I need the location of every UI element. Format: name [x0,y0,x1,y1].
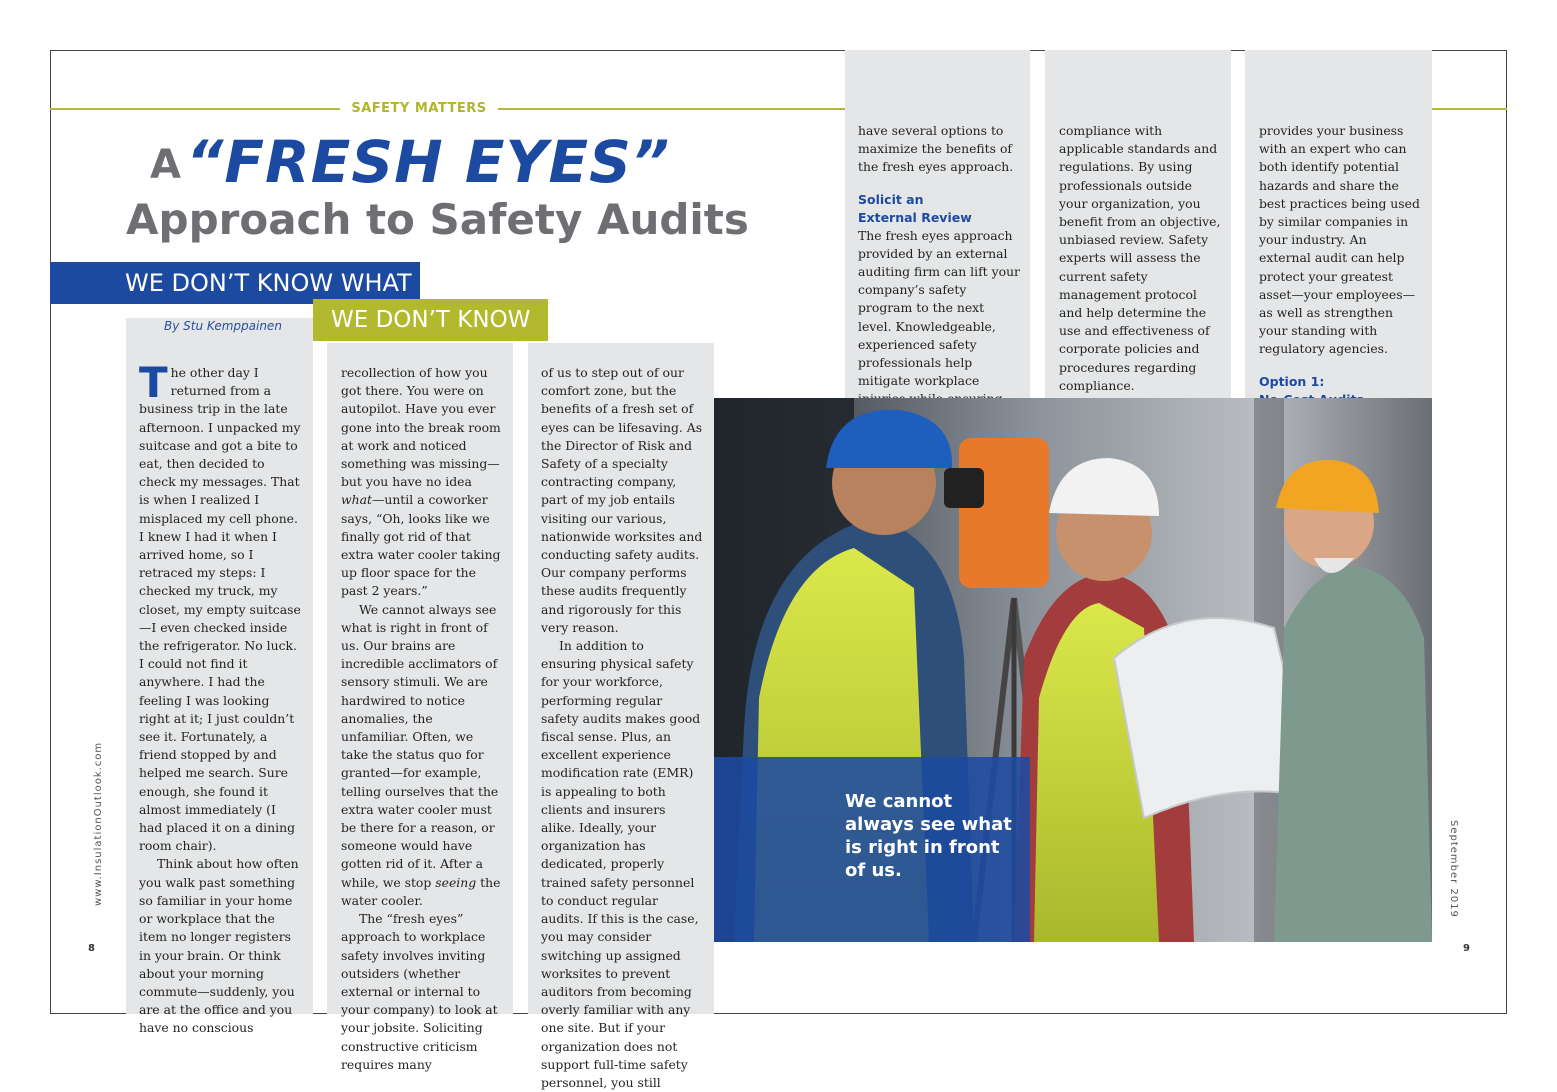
website-url: www.InsulationOutlook.com [93,741,104,906]
deck-bar-blue: WE DON’T KNOW WHAT [50,262,420,304]
page-number-left: 8 [88,943,95,954]
col1-paragraph-1 [139,358,301,855]
header-rule-right [1432,108,1507,110]
col1-p1-text: he other day I returned from a business trip in the late afternoon. I unpacked my suitcase and got a bite to eat, then decided to check my messages. That is when I realized I misplaced my cell phone. I knew I had it when I arrived home, so I retraced my steps: I checked my truck, my closet, my empty suitcase—I even checked inside the refrigerator. No luck. I could not find it anywhere. I had the feeling I was looking right at it; I just couldn’t see it. Fortunately, a friend stopped by and helped me search. Sure enough, she found it almost immediately (I had placed it on a dining room chair). [139,365,301,854]
subhead-solicit-line1: Solicit an [858,191,924,207]
col4-paragraph-2: The fresh eyes approach provided by an external auditing firm can lift your company’s safety program to the next level. Knowledgeable, experienced safety professionals help mitigate workplace [858,227,1020,389]
col2-paragraph-1 [341,364,503,601]
col2-p2-b: the water cooler. [341,874,501,908]
issue-date: September 2019 [1448,820,1459,918]
section-kicker: SAFETY MATTERS [351,101,487,116]
col2-p2-a: We cannot always see what is right in front of us. Our brains are incredible acclimators of sensory stimuli. We are hardwired to notice anomalies, the unfamiliar. Often, we take the status quo for granted—for example, telling ourselves that the extra water cooler must be there for a reason, or someone would have gotten rid of it. After a while, we stop [341,601,499,890]
col1-paragraph-2: Think about how often you walk past something so familiar in your home or workplace that the item no longer registers in your brain. Or think about your morning commute—suddenly, you are at the office and you have no conscious [139,856,299,1036]
header-rule-mid [498,108,845,110]
column-1-text [139,358,301,1038]
col2-p1-b: —until a coworker says, “Oh, looks like we finally got rid of that extra water cooler taking up floor space for the past 2 years.” [341,492,501,599]
col6-paragraph-1: provides your business with an expert who can both identify potential hazards and share the best practices being used by similar companies in your industry. An external audit can help protect your greatest asset—your employees—as well as strengthen your standing with regulatory agencies. [1259,123,1420,357]
headline-fresh-eyes: “FRESH EYES” [186,128,671,196]
headline-line1 [150,128,710,196]
column-2-text [341,364,503,1074]
col3-paragraph-2: In addition to ensuring physical safety for your workforce, performing regular safety audits makes good fiscal sense. Plus, an excellent experience modification rate (EMR) is appealing to both clients and insurers alike. Ideally, your organization has dedicated, properly trained safety personnel to conduct regular audits. If this is the case, you may consider switching up assigned worksites to prevent auditors from becoming overly familiar with any one site. But if your organization does not support full-time safety personnel, you still [541,638,701,1090]
column-4-text [858,122,1020,409]
drop-cap: T [139,358,168,407]
headline-a: A [150,142,181,188]
deck-bar-olive: WE DON’T KNOW [313,299,548,341]
col2-p1-em: what [341,492,372,508]
col2-p1-a: recollection of how you got there. You were on autopilot. Have you ever gone into the break room at work and noticed something was missing—but you have no idea [341,365,501,490]
subhead-solicit [858,191,1020,227]
col2-p2-em: seeing [435,874,477,890]
page-number-right: 9 [1463,943,1470,954]
subhead-option-line1: Option 1: [1259,373,1325,389]
byline: By Stu Kemppainen [164,319,282,333]
headline-line2: Approach to Safety Audits [126,195,749,244]
header-rule-left [50,108,340,110]
col4-paragraph-1: have several options to maximize the benefits of the fresh eyes approach. [858,123,1014,175]
column-3-text [541,364,703,1092]
col2-paragraph-3: The “fresh eyes” approach to workplace safety involves inviting outsiders (whether external or internal to your company) to look at your jobsite. Soliciting constructive criticism requires many [341,911,498,1072]
pull-quote-text: We cannot always see what is right in front of us. [845,791,1012,881]
col2-paragraph-2 [341,601,503,910]
col5-paragraph-1: compliance with applicable standards and regulations. By using professionals outside your organization, you benefit from an objective, unbiased review. Safety experts will assess the current safety management protocol and help determine the use and effectiveness of corporate policies and procedures regarding compliance. [1059,123,1221,393]
subhead-solicit-line2: External Review [858,209,972,225]
col3-paragraph-1: of us to step out of our comfort zone, but the benefits of a fresh set of eyes can be lifesaving. As the Director of Risk and Safety of a specialty contracting company, part of my job entails visiting our various, nationwide worksites and conducting safety audits. Our company performs these audits frequently and rigorously for this very reason. [541,365,703,635]
